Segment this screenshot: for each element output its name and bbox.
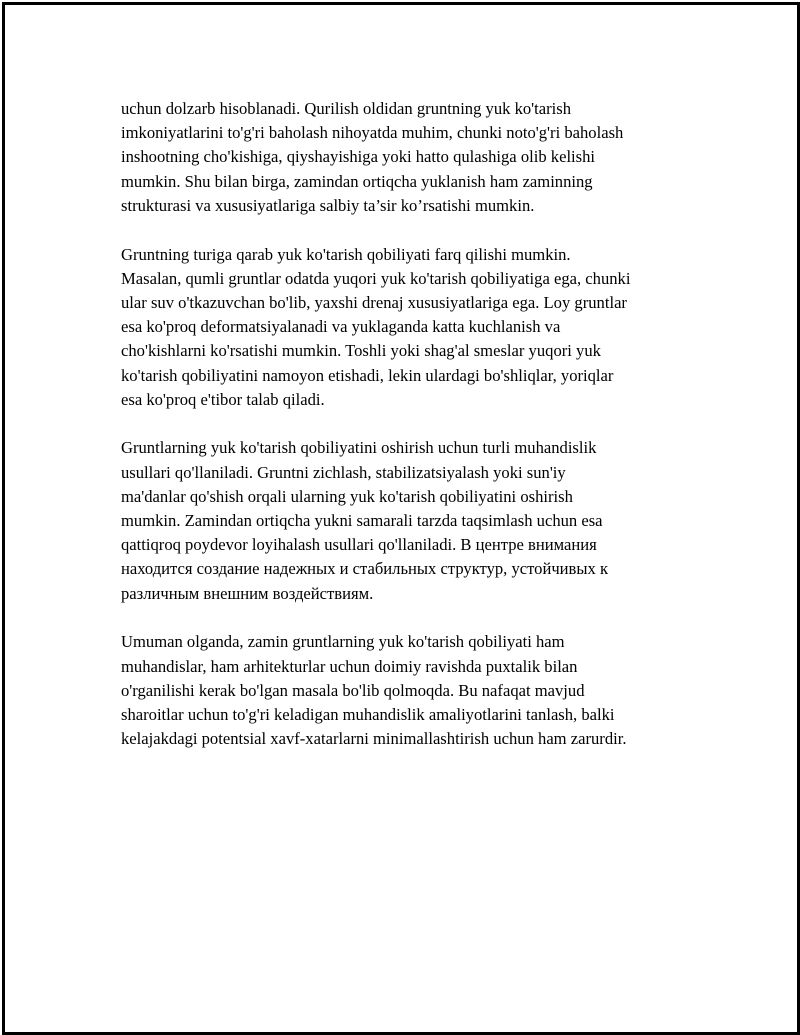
text-line: uchun dolzarb hisoblanadi. Qurilish oldidan gruntning yuk ko'tarish: [121, 99, 572, 118]
paragraph-2: [121, 243, 701, 412]
text-line: esa ko'proq deformatsiyalanadi va yuklaganda katta kuchlanish va: [121, 317, 561, 337]
text-line: sharoitlar uchun to'g'ri keladigan muhandislik amaliyotlarini tanlash, balki: [121, 704, 615, 724]
text-line: muhandislar, ham arhitekturlar uchun doimiy ravishda puxtalik bilan: [121, 656, 578, 676]
text-line: esa ko'proq e'tibor talab qiladi.: [121, 389, 325, 409]
text-line: ular suv o'tkazuvchan bo'lib, yaxshi drenaj xususiyatlariga ega. Loy gruntlar: [121, 292, 627, 312]
paragraph-4: [121, 630, 701, 751]
text-line: различным внешним воздействиям.: [121, 583, 374, 603]
text-line: inshootning cho'kishiga, qiyshayishiga yoki hatto qulashiga olib kelishi: [121, 147, 596, 167]
page-frame: [2, 2, 800, 1035]
text-line: mumkin. Shu bilan birga, zamindan ortiqcha yuklanish ham zaminning: [121, 171, 593, 191]
text-line: находится создание надежных и стабильных структур, устойчивых к: [121, 559, 609, 579]
text-line: Gruntlarning yuk ko'tarish qobiliyatini oshirish uchun turli muhandislik: [121, 438, 597, 458]
text-line: usullari qo'llaniladi. Gruntni zichlash, stabilizatsiyalash yoki sun'iy: [121, 462, 566, 482]
text-line: ma'danlar qo'shish orqali ularning yuk ko'tarish qobiliyatini oshirish: [121, 486, 573, 506]
text-line: qattiqroq poydevor loyihalash usullari qo'llaniladi. В центре внимания: [121, 535, 597, 555]
text-line: Gruntning turiga qarab yuk ko'tarish qobiliyati farq qilishi mumkin.: [121, 244, 571, 264]
text-line: cho'kishlarni ko'rsatishi mumkin. Toshli yoki shag'al smeslar yuqori yuk: [121, 341, 601, 361]
text-line: Umuman olganda, zamin gruntlarning yuk ko'tarish qobiliyati ham: [121, 632, 565, 652]
paragraph-3: [121, 436, 701, 605]
text-line: ko'tarish qobiliyatini namoyon etishadi, lekin ulardagi bo'shliqlar, yoriqlar: [121, 365, 614, 385]
text-line: strukturasi va xususiyatlariga salbiy ta’sir ko’rsatishi mumkin.: [121, 195, 535, 215]
paragraph-1: [121, 97, 701, 218]
text-line: mumkin. Zamindan ortiqcha yukni samarali tarzda taqsimlash uchun esa: [121, 511, 603, 531]
text-line: Masalan, qumli gruntlar odatda yuqori yuk ko'tarish qobiliyatiga ega, chunki: [121, 268, 631, 288]
text-line: kelajakdagi potentsial xavf-xatarlarni minimallashtirish uchun ham zarurdir.: [121, 729, 627, 749]
document-body: [121, 97, 701, 776]
text-line: o'rganilishi kerak bo'lgan masala bo'lib qolmoqda. Bu nafaqat mavjud: [121, 680, 585, 700]
text-line: imkoniyatlarini to'g'ri baholash nihoyatda muhim, chunki noto'g'ri baholash: [121, 123, 624, 143]
